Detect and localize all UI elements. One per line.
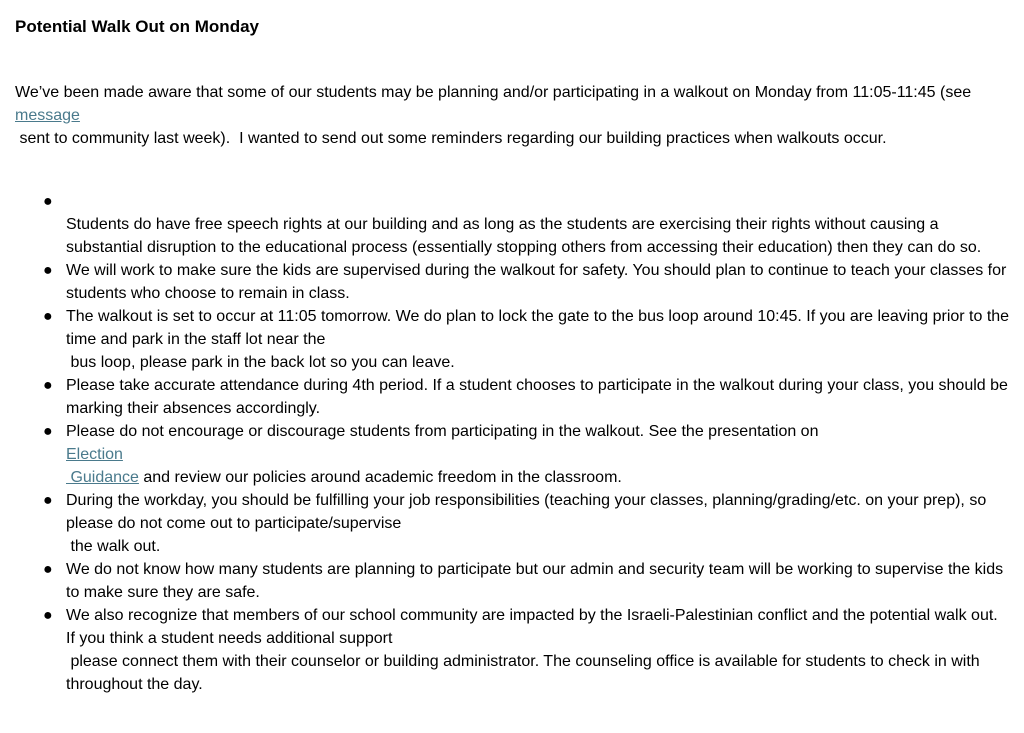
list-item-text: Please do not encourage or discourage students from participating in the walkout. See the presentation on — [66, 423, 819, 440]
reminders-list — [15, 190, 1010, 696]
list-item — [15, 259, 1010, 305]
list-item-text: We do not know how many students are planning to participate but our admin and security team will be working to supervise the kids to make sure they are safe. — [66, 561, 1004, 601]
list-item-text-continued: and review our policies around academic freedom in the classroom. — [138, 469, 622, 486]
election-guidance-link[interactable]: Election — [66, 446, 123, 463]
intro-paragraph — [15, 81, 1000, 150]
bullet-icon: ● — [43, 423, 53, 440]
bullet-icon: ● — [43, 377, 53, 394]
list-item-text: Students do have free speech rights at our building and as long as the students are exercising their rights without causing a substantial disruption to the educational process (essentially stopping others from accessing their education) then they can do so. — [66, 216, 982, 256]
list-item — [15, 374, 1010, 420]
list-item-text: We will work to make sure the kids are supervised during the walkout for safety. You should plan to continue to teach your classes for students who choose to remain in class. — [66, 262, 1007, 302]
bullet-icon: ● — [43, 308, 53, 325]
list-item — [15, 420, 1010, 489]
page-title: Potential Walk Out on Monday — [15, 17, 259, 36]
bullet-icon: ● — [43, 607, 53, 624]
list-item — [15, 604, 1010, 696]
list-item-text: During the workday, you should be fulfilling your job responsibilities (teaching your classes, planning/grading/etc. on your prep), so please do not come out to participate/supervise — [66, 492, 987, 532]
list-item-text-continued: bus loop, please park in the back lot so you can leave. — [66, 354, 455, 371]
intro-text: We’ve been made aware that some of our students may be planning and/or participating in a walkout on Monday from 11:05-11:45 (see — [15, 84, 972, 101]
list-item-text-continued: please connect them with their counselor or building administrator. The counseling office is available for students to check in with throughout the day. — [66, 653, 985, 693]
intro-text-continued: sent to community last week). I wanted to send out some reminders regarding our building practices when walkouts occur. — [15, 130, 887, 147]
list-item — [15, 558, 1010, 604]
bullet-icon: ● — [43, 193, 53, 210]
list-item — [15, 489, 1010, 558]
list-item-text: The walkout is set to occur at 11:05 tomorrow. We do plan to lock the gate to the bus loop around 10:45. If you are leaving prior to the time and park in the staff lot near the — [66, 308, 1010, 348]
list-item-text-continued: the walk out. — [66, 538, 161, 555]
election-guidance-link-continued[interactable]: Guidance — [66, 469, 139, 486]
list-item — [15, 190, 1010, 259]
list-item — [15, 305, 1010, 374]
bullet-icon: ● — [43, 561, 53, 578]
list-item-text: We also recognize that members of our school community are impacted by the Israeli-Palestinian conflict and the potential walk out. If you think a student needs additional support — [66, 607, 998, 647]
bullet-icon: ● — [43, 262, 53, 279]
message-link[interactable]: message — [15, 107, 80, 124]
bullet-icon: ● — [43, 492, 53, 509]
list-item-text: Please take accurate attendance during 4th period. If a student chooses to participate in the walkout during your class, you should be marking their absences accordingly. — [66, 377, 1008, 417]
